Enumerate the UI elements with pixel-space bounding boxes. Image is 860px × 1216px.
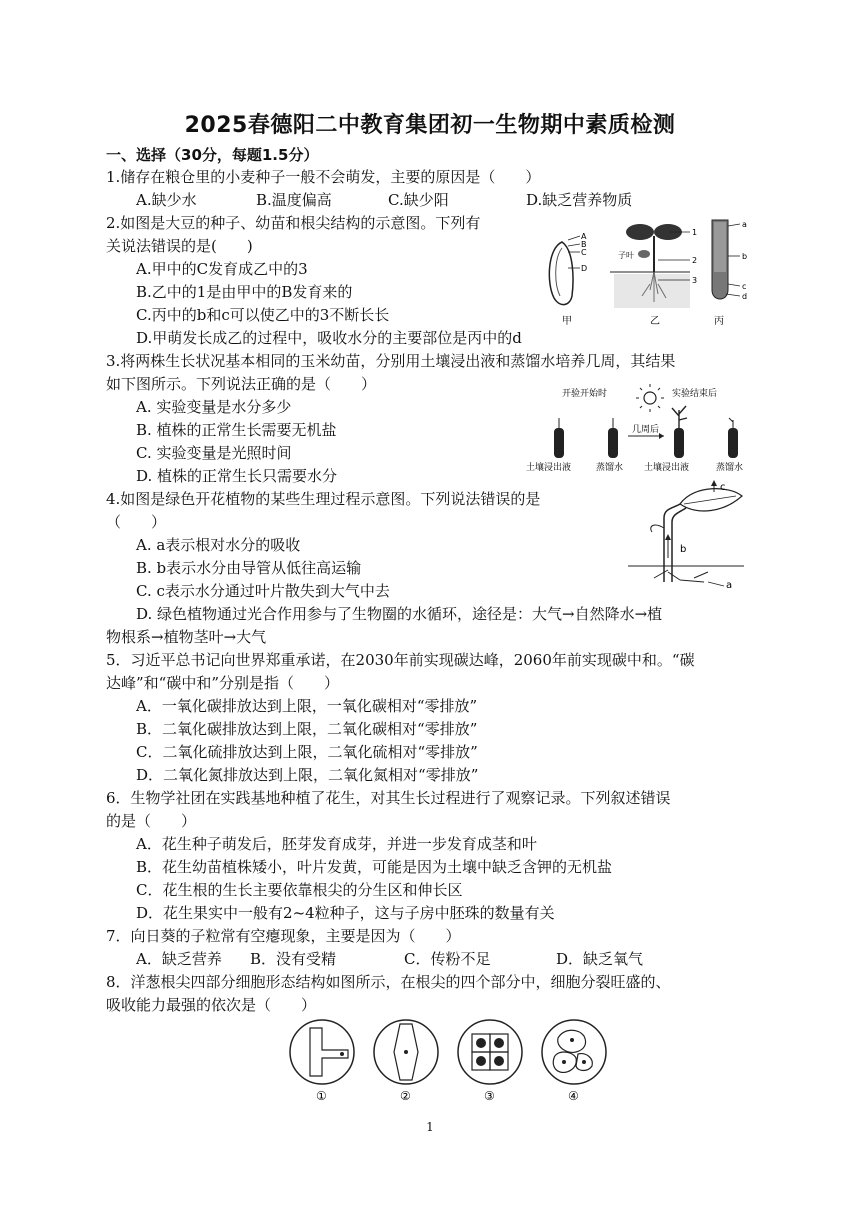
q5-option-b: B．二氧化碳排放达到上限，二氧化碳相对“零排放”	[136, 720, 478, 738]
q1-option-a: A.缺少水	[136, 191, 197, 209]
plant-roots	[654, 570, 708, 582]
q5-stem-line2: 达峰”和“碳中和”分别是指（ ）	[106, 674, 340, 692]
q7-option-c: C．传粉不足	[404, 950, 491, 968]
q2-option-c: C.丙中的b和c可以使乙中的3不断长长	[136, 306, 390, 324]
cell-4-root-cap	[542, 1020, 606, 1084]
tube-2	[608, 418, 618, 458]
q4-option-b: B. b表示水分由导管从低往高运输	[136, 559, 362, 577]
q4-option-d-line1: D. 绿色植物通过光合作用参与了生物圈的水循环，途径是：大气→自然降水→植	[136, 605, 663, 623]
fig-q8-label-4: ④	[568, 1089, 579, 1103]
q5-option-a: A．一氧化碳排放达到上限，一氧化碳相对“零排放”	[136, 697, 478, 715]
q2-stem-line2: 关说法错误的是( )	[106, 237, 253, 255]
fig-q2-label-D: D	[581, 264, 588, 273]
q7-option-d: D．缺乏氧气	[556, 950, 644, 968]
fig-q3-end-label: 实验结束后	[672, 389, 718, 399]
fig-q2-label-A: A	[581, 232, 587, 241]
fig-q2-label-2: 2	[692, 256, 698, 265]
q6-option-d: D．花生果实中一般有2~4粒种子，这与子房中胚珠的数量有关	[136, 904, 555, 922]
fig-q8-label-3: ③	[484, 1089, 495, 1103]
q2-stem-line1: 2.如图是大豆的种子、幼苗和根尖结构的示意图。下列有	[106, 214, 481, 232]
q7-option-a: A．缺乏营养	[136, 950, 222, 968]
fig-q3-weeks-label: 几周后	[632, 425, 660, 435]
q8-stem-line1: 8．洋葱根尖四部分细胞形态结构如图所示，在根尖的四个部分中，细胞分裂旺盛的、	[106, 973, 671, 991]
q2-option-d: D.甲萌发长成乙的过程中，吸收水分的主要部位是丙中的d	[136, 329, 522, 347]
q3-option-d: D. 植株的正常生长只需要水分	[136, 467, 338, 485]
tube-4	[728, 418, 738, 458]
fig-q2-caption-jia: 甲	[562, 316, 572, 327]
seedling-cotyledon	[638, 250, 650, 258]
fig-q2-label-3: 3	[692, 276, 698, 285]
fig-q8-label-1: ①	[316, 1089, 327, 1103]
q4-stem-line1: 4.如图是绿色开花植物的某些生理过程示意图。下列说法错误的是	[106, 490, 541, 508]
q6-option-a: A．花生种子萌发后，胚芽发育成芽，并进一步发育成茎和叶	[136, 835, 537, 853]
q8-figure	[288, 1014, 608, 1104]
fig-q3-tube-label-2: 蒸馏水	[596, 463, 624, 473]
fig-q2-label-C: C	[581, 248, 587, 257]
fig-q2-label-d: d	[742, 292, 748, 301]
q3-option-c: C. 实验变量是光照时间	[136, 444, 292, 462]
cell-1-root-hair	[290, 1020, 354, 1084]
q1-stem: 1.储存在粮仓里的小麦种子一般不会萌发，主要的原因是（ ）	[106, 168, 541, 186]
q3-stem-line1: 3.将两株生长状况基本相同的玉米幼苗，分别用土壤浸出液和蒸馏水培养几周，其结果	[106, 352, 676, 370]
q3-option-b: B. 植株的正常生长需要无机盐	[136, 421, 337, 439]
seedling-leaf-left	[626, 224, 654, 240]
q6-stem-line2: 的是（ ）	[106, 812, 197, 830]
page-number: 1	[426, 1120, 434, 1134]
arrow-b	[665, 534, 671, 540]
q6-option-c: C．花生根的生长主要依靠根尖的分生区和伸长区	[136, 881, 463, 899]
sun-icon	[636, 384, 664, 412]
tube-3	[672, 406, 687, 458]
fig-q2-label-b: b	[742, 252, 748, 261]
q7-stem: 7．向日葵的子粒常有空瘪现象，主要是因为（ ）	[106, 927, 461, 945]
q3-figure	[524, 384, 760, 476]
cell-3-meristem	[458, 1020, 522, 1084]
seed-embryo	[556, 248, 562, 296]
q8-stem-line2: 吸收能力最强的依次是（ ）	[106, 996, 317, 1014]
fig-q8-label-2: ②	[400, 1089, 411, 1103]
fig-q2-label-a: a	[742, 220, 747, 229]
arrow-c	[711, 480, 717, 486]
fig-q2-label-c: c	[742, 282, 747, 291]
fig-q3-tube-label-3: 土壤浸出液	[644, 463, 690, 473]
q4-figure	[624, 478, 760, 590]
q5-option-d: D．二氧化氮排放达到上限，二氧化氮相对“零排放”	[136, 766, 479, 784]
fig-q4-label-b: b	[680, 544, 687, 555]
fig-q2-label-1: 1	[692, 228, 698, 237]
q2-option-b: B.乙中的1是由甲中的B发育来的	[136, 283, 353, 301]
q5-stem-line1: 5．习近平总书记向世界郑重承诺，在2030年前实现碳达峰，2060年前实现碳中和。“碳	[106, 651, 695, 669]
fig-q2-caption-yi: 乙	[650, 316, 660, 327]
fig-q3-tube-label-4: 蒸馏水	[716, 463, 744, 473]
fig-q2-label-B: B	[581, 240, 587, 249]
fig-q2-label-cotyledon: 子叶	[618, 251, 634, 260]
q2-figure	[540, 210, 760, 328]
fig-q4-label-c: c	[720, 482, 726, 493]
fig-q3-tube-label-1: 土壤浸出液	[526, 463, 572, 473]
tube-1	[554, 418, 564, 458]
seed-outline	[549, 242, 573, 305]
q3-stem-line2: 如下图所示。下列说法正确的是（ ）	[106, 375, 377, 393]
q4-stem-line2: （ ）	[106, 513, 167, 531]
q4-option-c: C. c表示水分通过叶片散失到大气中去	[136, 582, 390, 600]
q6-option-b: B．花生幼苗植株矮小，叶片发黄，可能是因为土壤中缺乏含钾的无机盐	[136, 858, 613, 876]
q7-option-b: B．没有受精	[250, 950, 337, 968]
fig-q3-start-label: 开验开始时	[562, 389, 608, 399]
fig-q4-label-a: a	[726, 580, 733, 590]
q5-option-c: C．二氧化硫排放达到上限，二氧化硫相对“零排放”	[136, 743, 478, 761]
q2-option-a: A.甲中的C发育成乙中的3	[136, 260, 308, 278]
page-title: 2025春德阳二中教育集团初一生物期中素质检测	[184, 113, 676, 138]
section-heading: 一、选择（30分，每题1.5分）	[106, 146, 319, 164]
cell-2-elongation	[374, 1020, 438, 1084]
q4-option-a: A. a表示根对水分的吸收	[136, 536, 301, 554]
q1-option-d: D.缺乏营养物质	[526, 191, 633, 209]
fig-q2-caption-bing: 丙	[714, 316, 724, 327]
q1-option-b: B.温度偏高	[256, 191, 332, 209]
q3-option-a: A. 实验变量是水分多少	[136, 398, 292, 416]
q4-option-d-line2: 物根系→植物茎叶→大气	[106, 628, 267, 646]
q6-stem-line1: 6．生物学社团在实践基地种植了花生，对其生长过程进行了观察记录。下列叙述错误	[106, 789, 671, 807]
q1-option-c: C.缺少阳	[388, 191, 449, 209]
